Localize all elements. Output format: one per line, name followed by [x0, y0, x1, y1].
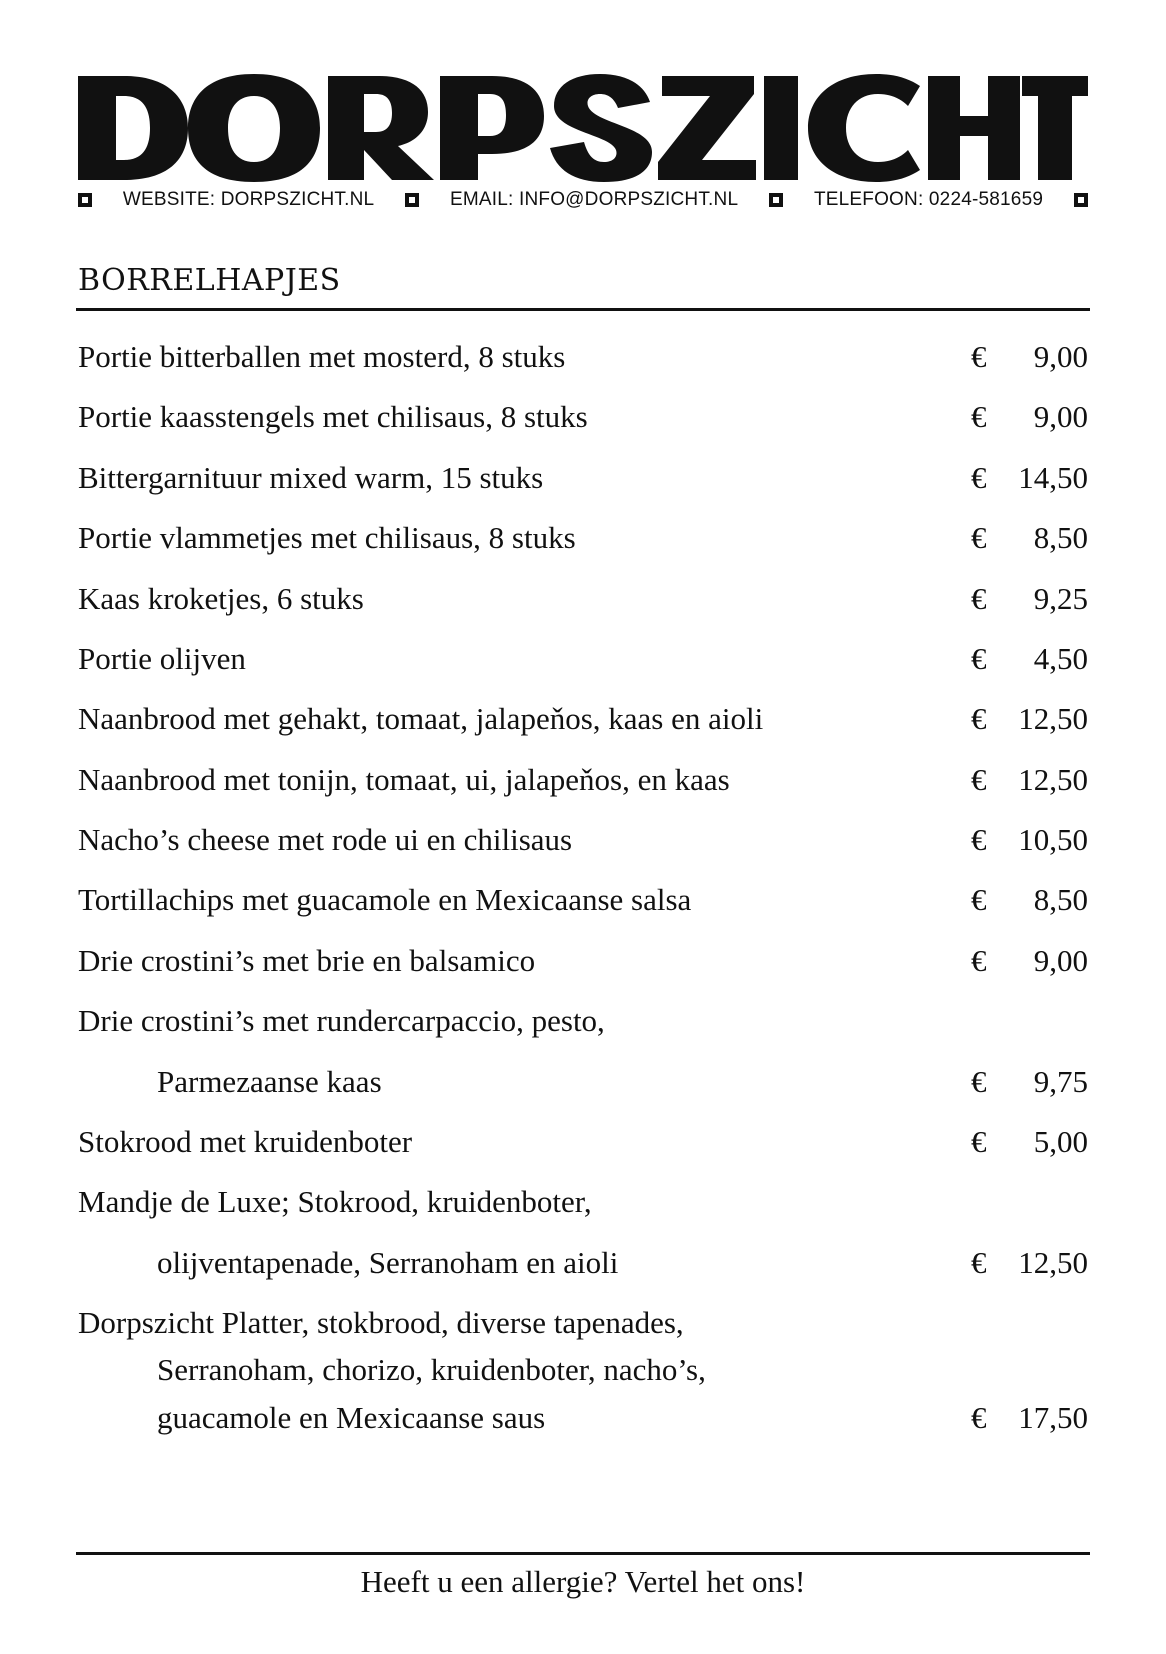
menu-item-name: Naanbrood met gehakt, tomaat, jalapeňos, kaas en aioli: [78, 701, 764, 736]
menu-item: [78, 820, 1088, 860]
footer-divider: [76, 1552, 1090, 1555]
currency-symbol: €: [971, 641, 987, 676]
menu-item-price: 17,50: [1018, 1400, 1088, 1435]
menu-item-name: Portie bitterballen met mosterd, 8 stuks: [78, 339, 566, 374]
contact-bar: [78, 187, 1088, 213]
menu-item-name: Portie vlammetjes met chilisaus, 8 stuks: [78, 520, 576, 555]
square-bullet-icon: [405, 193, 419, 207]
currency-symbol: €: [971, 822, 987, 857]
section-divider: [76, 308, 1090, 311]
menu-item: [78, 397, 1088, 437]
currency-symbol: €: [971, 520, 987, 555]
currency-symbol: €: [971, 882, 987, 917]
menu-item-name: Stokrood met kruidenboter: [78, 1124, 413, 1159]
menu-item: [78, 1122, 1088, 1162]
currency-symbol: €: [971, 943, 987, 978]
menu-item-price: 10,50: [1018, 822, 1088, 857]
menu-item-continuation: [78, 1398, 1088, 1438]
section-title: BORRELHAPJES: [78, 263, 341, 298]
menu-item-price: 9,00: [1033, 943, 1088, 978]
menu-item-price: 9,00: [1033, 399, 1088, 434]
menu-item-price: 12,50: [1018, 1245, 1088, 1280]
menu-item: [78, 941, 1088, 981]
menu-item-price: 9,75: [1033, 1064, 1088, 1099]
menu-item: [78, 458, 1088, 498]
menu-item-price: 9,00: [1033, 339, 1088, 374]
menu-item-name: guacamole en Mexicaanse saus: [157, 1400, 546, 1435]
logo-wordmark-art: [78, 72, 1088, 184]
currency-symbol: €: [971, 460, 987, 495]
menu-item-name: Bittergarnituur mixed warm, 15 stuks: [78, 460, 544, 495]
allergy-note: Heeft u een allergie? Vertel het ons!: [360, 1564, 806, 1599]
currency-symbol: €: [971, 701, 987, 736]
menu-item-name: Nacho’s cheese met rode ui en chilisaus: [78, 822, 573, 857]
currency-symbol: €: [971, 1124, 987, 1159]
menu-item: [78, 1303, 1088, 1343]
currency-symbol: €: [971, 581, 987, 616]
currency-symbol: €: [971, 1064, 987, 1099]
restaurant-logo: [78, 72, 1088, 184]
contact-website: WEBSITE: DORPSZICHT.NL: [122, 189, 375, 210]
menu-item: [78, 1001, 1088, 1041]
menu-item-name: Drie crostini’s met brie en balsamico: [78, 943, 536, 978]
menu-item-name: Dorpszicht Platter, stokbrood, diverse tapenades,: [78, 1305, 684, 1340]
menu-item-name: Parmezaanse kaas: [157, 1064, 382, 1099]
menu-item-name: olijventapenade, Serranoham en aioli: [157, 1245, 619, 1280]
menu-item: [78, 880, 1088, 920]
menu-item-name: Drie crostini’s met rundercarpaccio, pesto,: [78, 1003, 605, 1038]
menu-item-price: 9,25: [1033, 581, 1088, 616]
menu-item-price: 12,50: [1018, 762, 1088, 797]
menu-item-price: 8,50: [1033, 520, 1088, 555]
currency-symbol: €: [971, 1245, 987, 1280]
menu-item: [78, 699, 1088, 739]
menu-item-continuation: [78, 1350, 1088, 1390]
menu-item-name: Portie kaasstengels met chilisaus, 8 stuks: [78, 399, 588, 434]
menu-item-name: Tortillachips met guacamole en Mexicaanse salsa: [78, 882, 692, 917]
menu-item-continuation: [78, 1243, 1088, 1283]
menu-item-continuation: [78, 1062, 1088, 1102]
menu-item-price: 14,50: [1018, 460, 1088, 495]
square-bullet-icon: [1074, 193, 1088, 207]
contact-phone: TELEFOON: 0224-581659: [813, 189, 1044, 210]
currency-symbol: €: [971, 1400, 987, 1435]
menu-item-price: 4,50: [1033, 641, 1088, 676]
currency-symbol: €: [971, 339, 987, 374]
currency-symbol: €: [971, 399, 987, 434]
menu-item: [78, 337, 1088, 377]
menu-item: [78, 639, 1088, 679]
contact-email: EMAIL: INFO@DORPSZICHT.NL: [450, 189, 739, 210]
menu-item-name: Serranoham, chorizo, kruidenboter, nacho’s,: [157, 1352, 706, 1387]
menu-item: [78, 760, 1088, 800]
square-bullet-icon: [769, 193, 783, 207]
menu-item: [78, 518, 1088, 558]
menu-item-name: Naanbrood met tonijn, tomaat, ui, jalapeňos, en kaas: [78, 762, 730, 797]
menu-item: [78, 579, 1088, 619]
menu-item-name: Portie olijven: [78, 641, 246, 676]
square-bullet-icon: [78, 193, 92, 207]
menu-item-name: Mandje de Luxe; Stokrood, kruidenboter,: [78, 1184, 592, 1219]
menu-item: [78, 1182, 1088, 1222]
menu-item-price: 12,50: [1018, 701, 1088, 736]
menu-item-name: Kaas kroketjes, 6 stuks: [78, 581, 364, 616]
menu-item-price: 5,00: [1033, 1124, 1088, 1159]
currency-symbol: €: [971, 762, 987, 797]
menu-item-price: 8,50: [1033, 882, 1088, 917]
